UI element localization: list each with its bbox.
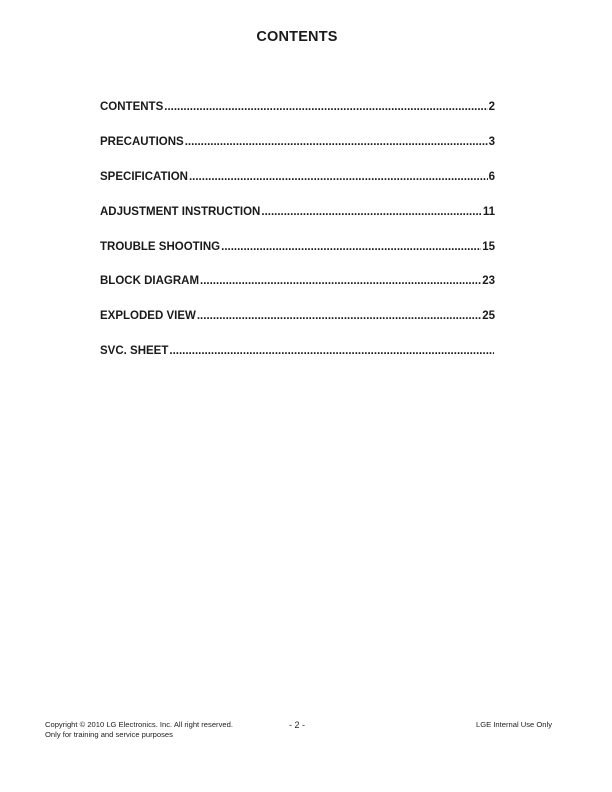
footer-classification: LGE Internal Use Only xyxy=(476,720,552,729)
dot-leader xyxy=(189,170,488,184)
dot-leader xyxy=(200,274,481,288)
table-of-contents xyxy=(100,100,495,379)
toc-entry-label: ADJUSTMENT INSTRUCTION xyxy=(100,205,261,218)
toc-entry-adjustment-instruction[interactable] xyxy=(100,205,495,240)
toc-entry-page: 23 xyxy=(482,275,495,288)
dot-leader xyxy=(169,344,494,358)
toc-entry-label: BLOCK DIAGRAM xyxy=(100,275,200,288)
toc-entry-label: CONTENTS xyxy=(100,101,164,113)
dot-leader xyxy=(164,100,487,114)
dot-leader xyxy=(221,240,481,254)
toc-entry-label: PRECAUTIONS xyxy=(100,135,184,148)
toc-entry-exploded-view[interactable] xyxy=(100,309,495,344)
toc-entry-page: 2 xyxy=(488,101,495,113)
toc-entry-svc-sheet[interactable] xyxy=(100,344,495,379)
toc-entry-page: 25 xyxy=(482,310,495,323)
footer-usage-note: Only for training and service purposes xyxy=(45,730,173,739)
toc-entry-contents[interactable] xyxy=(100,100,495,135)
dot-leader xyxy=(197,309,481,323)
page-title: CONTENTS xyxy=(256,29,338,45)
footer-copyright-block xyxy=(45,720,233,740)
toc-entry-trouble-shooting[interactable] xyxy=(100,240,495,275)
footer-copyright: Copyright © 2010 LG Electronics. Inc. All right reserved. xyxy=(45,720,233,729)
toc-entry-label: TROUBLE SHOOTING xyxy=(100,240,221,253)
toc-entry-page: 11 xyxy=(482,205,495,218)
footer-page-number: - 2 - xyxy=(289,720,306,730)
toc-entry-label: SVC. SHEET xyxy=(100,345,169,358)
toc-entry-page: 6 xyxy=(488,170,495,183)
toc-entry-page: 3 xyxy=(488,135,495,148)
toc-entry-label: EXPLODED VIEW xyxy=(100,310,196,323)
toc-entry-specification[interactable] xyxy=(100,170,495,205)
toc-entry-page: 15 xyxy=(482,240,495,253)
toc-entry-label: SPECIFICATION xyxy=(100,170,188,183)
dot-leader xyxy=(185,135,488,149)
dot-leader xyxy=(261,205,481,219)
toc-entry-block-diagram[interactable] xyxy=(100,274,495,309)
toc-entry-precautions[interactable] xyxy=(100,135,495,170)
